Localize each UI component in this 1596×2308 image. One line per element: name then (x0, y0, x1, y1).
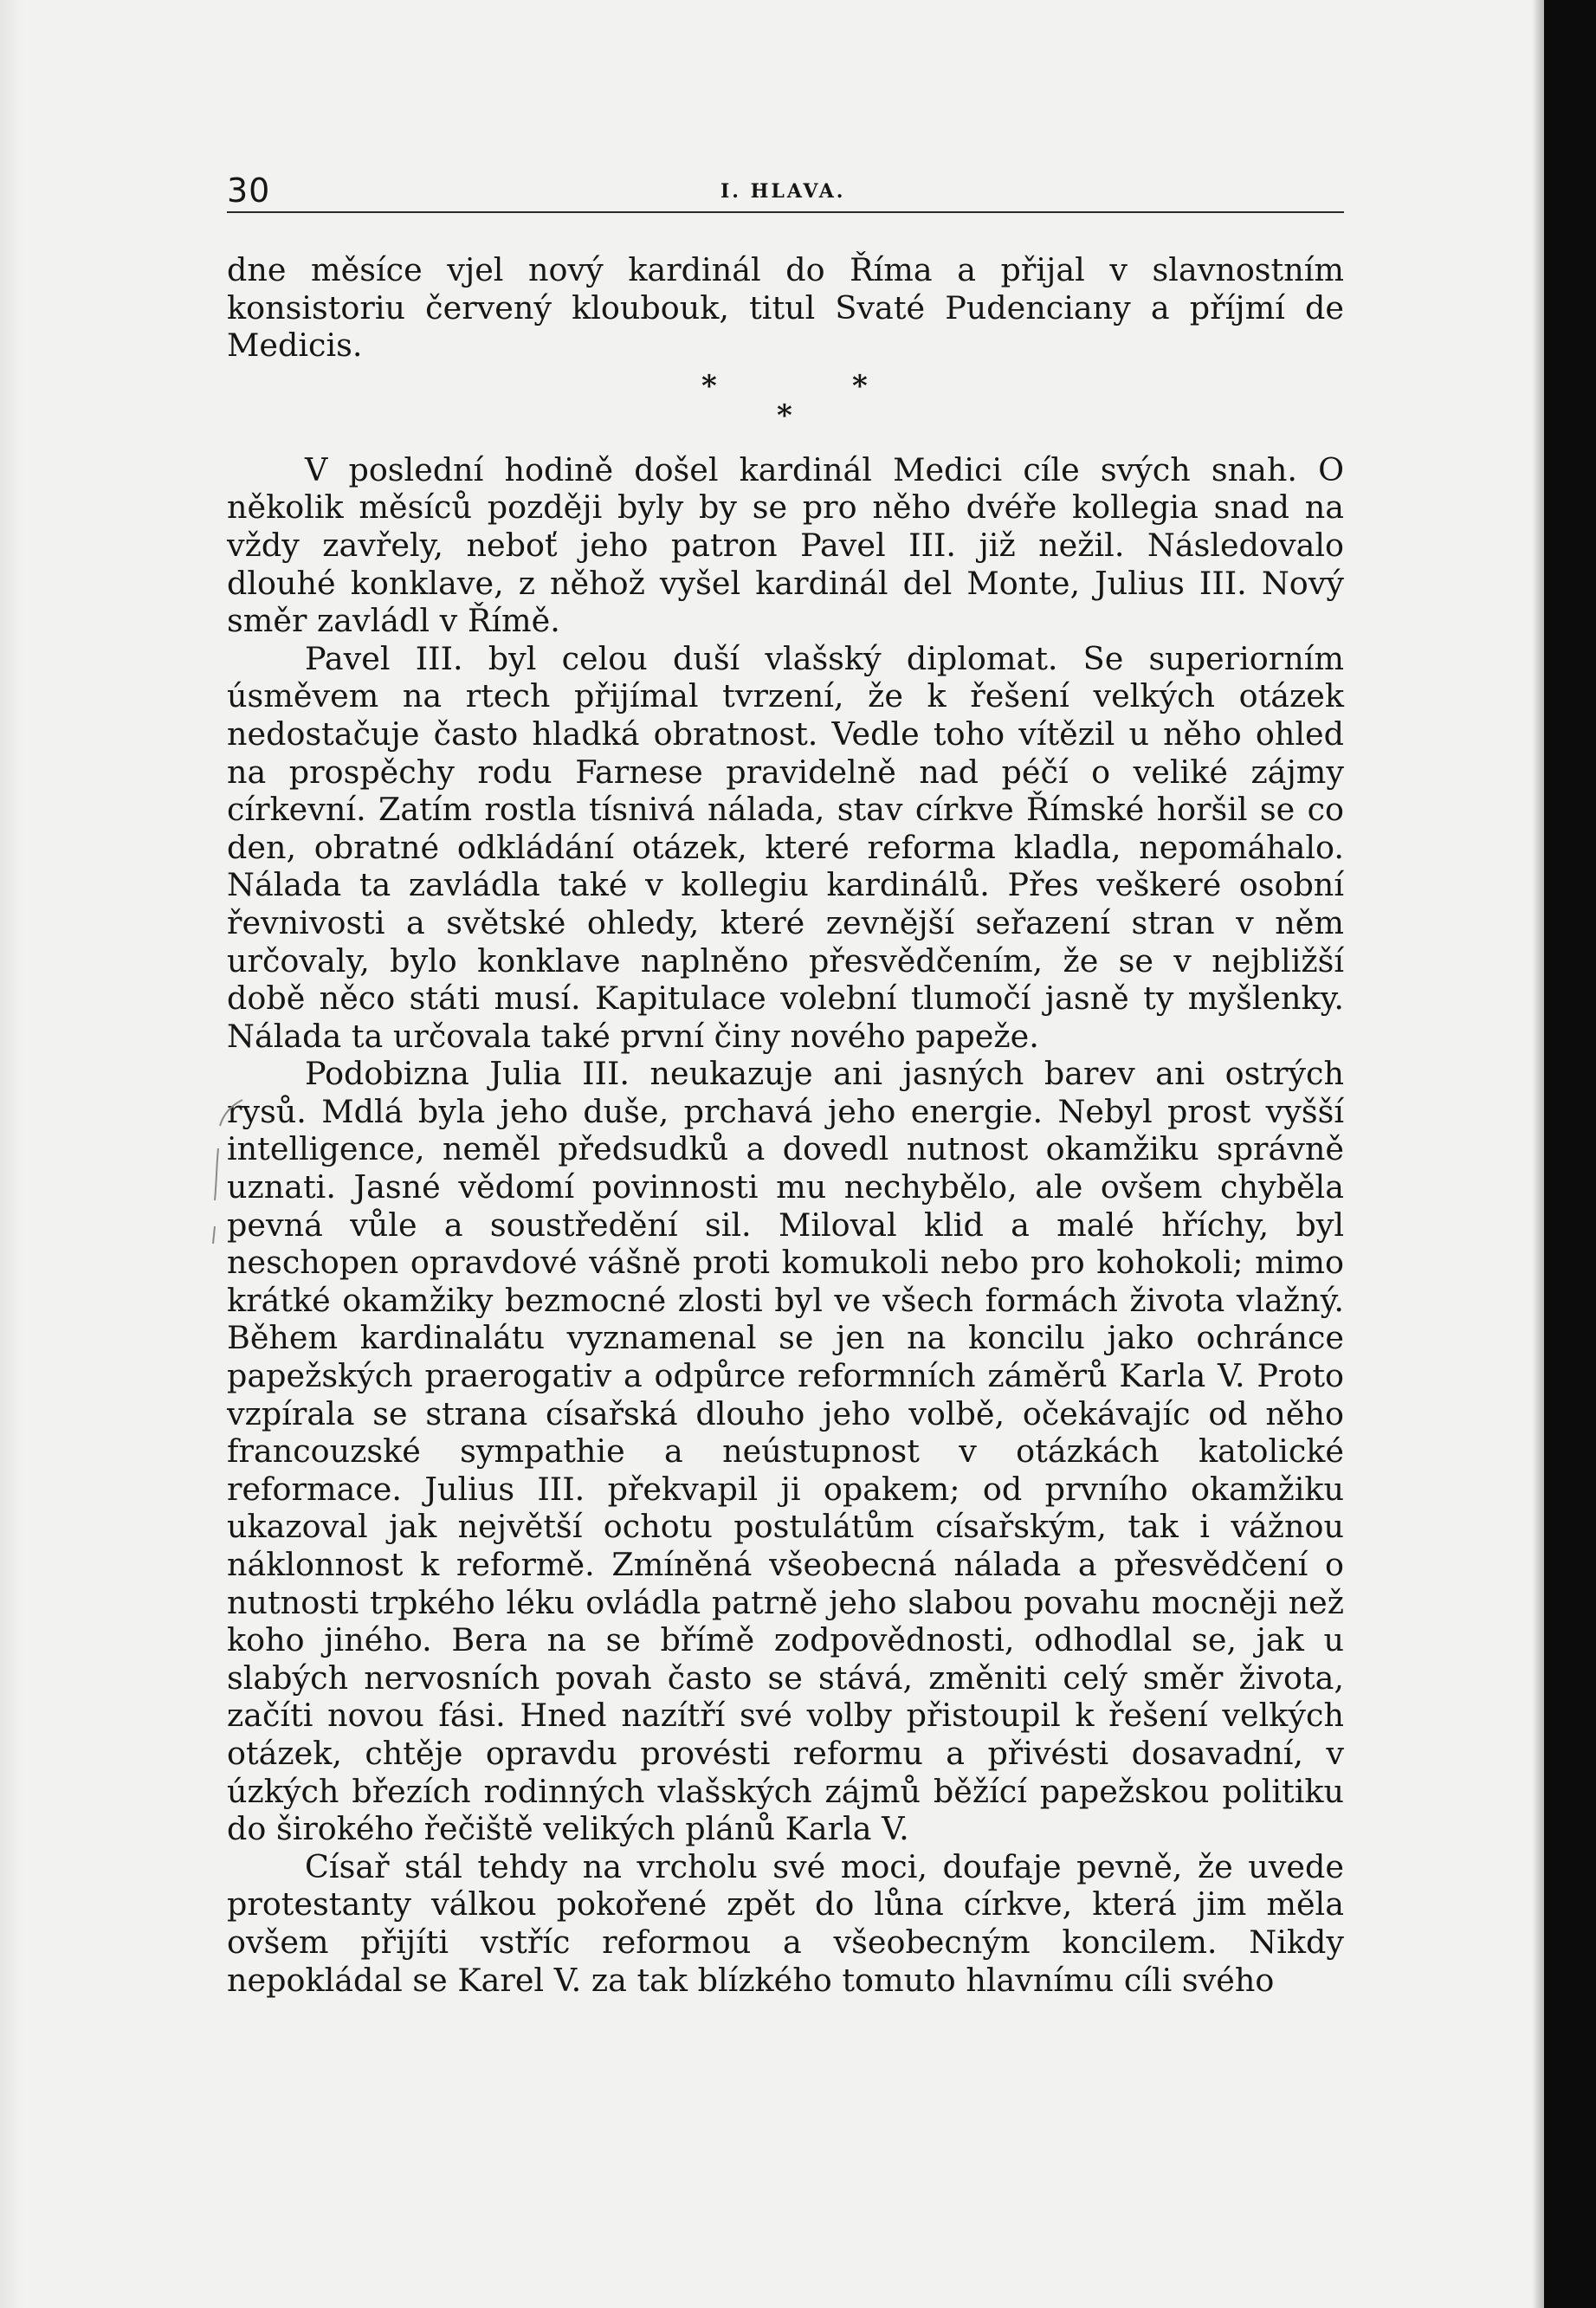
body-text (227, 251, 1344, 1999)
page-number: 30 (227, 171, 271, 210)
asterism-star: * (852, 368, 868, 404)
scan-border-right (1544, 0, 1596, 2308)
paragraph-1: dne měsíce vjel nový kardinál do Říma a přijal v slavnostním konsistoriu červený kloubouk, titul Svaté Pudenciany a příjmí de Medicis. (227, 251, 1344, 365)
scan-shadow-right (1532, 0, 1544, 2308)
running-head: I. HLAVA. (720, 180, 846, 203)
page-header (227, 163, 1344, 213)
paragraph-2: V poslední hodině došel kardinál Medici cíle svých snah. O několik měsíců později byly by se pro něho dvéře kollegia snad na vždy zavřely, neboť jeho patron Pavel III. již nežil. Následovalo dlouhé konklave, z něhož vyšel kardinál del Monte, Julius III. Nový směr zavládl v Římě. (227, 450, 1344, 640)
paragraph-5: Císař stál tehdy na vrcholu své moci, doufaje pevně, že uvede protestanty válkou pokořené zpět do lůna církve, která jim měla ovšem přijíti vstříc reformou a všeobecným koncilem. Nikdy nepokládal se Karel V. za tak blízkého tomuto hlavnímu cíli svého (227, 1847, 1344, 1999)
paragraph-4: Podobizna Julia III. neukazuje ani jasných barev ani ostrých rysů. Mdlá byla jeho duše, prchavá jeho energie. Nebyl prost vyšší intelligence, neměl předsudků a dovedl nutnost okamžiku správně uznati. Jasné vědomí povinnosti mu nechybělo, ale ovšem chyběla pevná vůle a soustředění sil. Miloval klid a malé hříchy, byl neschopen opravdové vášně proti komukoli nebo pro kohokoli; mimo krátké okamžiky bezmocné zlosti byl ve všech formách života vlažný. Během kardinalátu vyznamenal se jen na koncilu jako ochránce papežských praerogativ a odpůrce reformních záměrů Karla V. Proto vzpírala se strana císařská dlouho jeho volbě, očekávajíc od něho francouzské sympathie a neústupnost v otázkách katolické reformace. Julius III. překvapil ji opakem; od prvního okamžiku ukazoval jak největší ochotu postulátům císařským, tak i vážnou náklonnost k reformě. Zmíněná všeobecná nálada a přesvědčení o nutnosti trpkého léku ovládla patrně jeho slabou povahu mocněji než koho jiného. Bera na se břímě zodpovědnosti, odhodlal se, jak u slabých nervosních povah často se stává, změniti celý směr života, začíti novou fási. Hned nazítří své volby přistoupil k řešení velkých otázek, chtěje opravdu provésti reformu a přivésti dosavadní, v úzkých březích rodinných vlašských zájmů běžící papežskou politiku do širokého řečiště velikých plánů Karla V. (227, 1055, 1344, 1848)
asterism-star: * (701, 368, 717, 404)
scan-shadow-left (0, 0, 24, 2308)
paragraph-3: Pavel III. byl celou duší vlašský diplomat. Se superiorním úsměvem na rtech přijímal tvrzení, že k řešení velkých otázek nedostačuje často hladká obratnost. Vedle toho vítězil u něho ohled na prospěchy rodu Farnese pravidelně nad péčí o veliké zájmy církevní. Zatím rostla tísnivá nálada, stav církve Římské horšil se co den, obratné odkládání otázek, které reforma kladla, nepomáhalo. Nálada ta zavládla také v kollegiu kardinálů. Přes veškeré osobní řevnivosti a světské ohledy, které zevnější seřazení stran v něm určovaly, bylo konklave naplněno přesvědčením, že se v nejbližší době něco státi musí. Kapitulace volební tlumočí jasně ty myšlenky. Nálada ta určovala také první činy nového papeže. (227, 639, 1344, 1055)
section-break-asterism (227, 365, 1344, 451)
asterism-star: * (777, 398, 792, 433)
